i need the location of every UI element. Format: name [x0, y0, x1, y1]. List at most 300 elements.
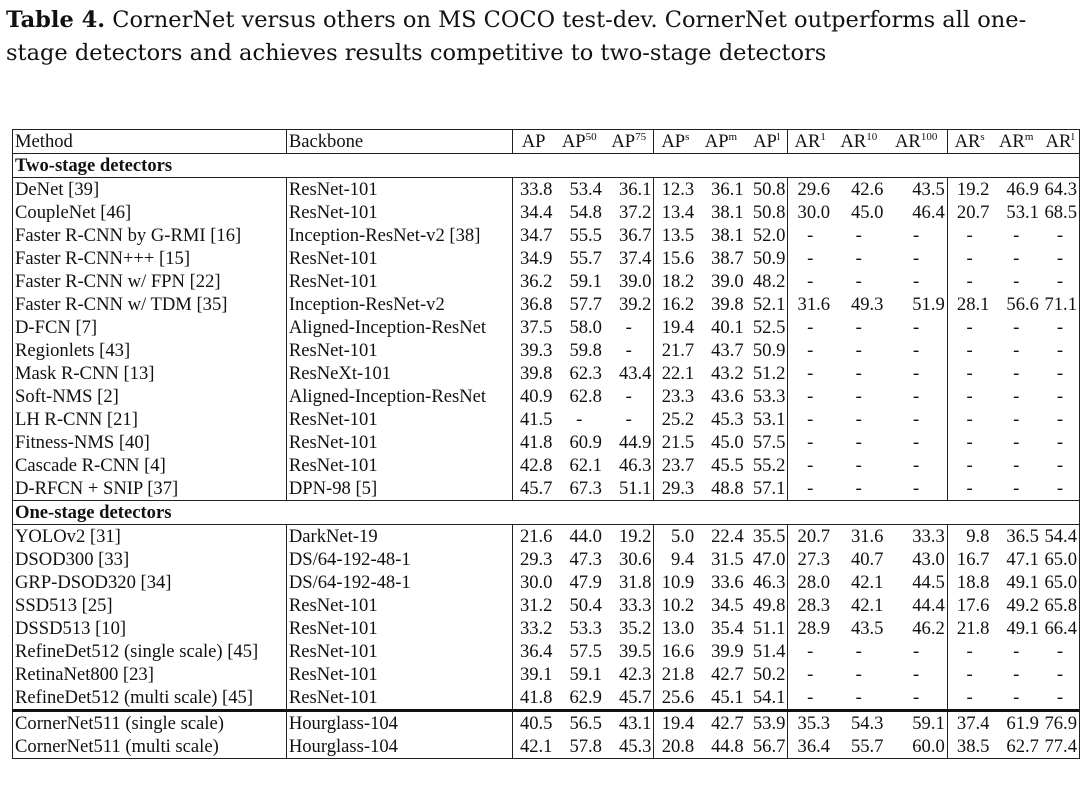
backbone-cell: ResNet-101 [286, 640, 512, 663]
metric-cell: 71.1 [1044, 294, 1077, 315]
metric-cell: 53.3 [569, 618, 602, 639]
metric-cell: 50.8 [752, 202, 786, 223]
metric-cell: 45.3 [711, 409, 744, 430]
metric-cell: 33.8 [512, 178, 554, 202]
metric-cell: 56.6 [1006, 294, 1039, 315]
metric-cell: 49.2 [1006, 595, 1039, 616]
metric-cell: 49.1 [1006, 572, 1039, 593]
metric-cell: 43.2 [711, 363, 744, 384]
metric-cell: - [947, 686, 991, 711]
table-row [13, 640, 1080, 663]
metric-cell: - [1056, 641, 1064, 662]
metric-cell: - [625, 317, 632, 338]
metric-cell: 30.0 [788, 201, 832, 224]
metric-cell: - [1013, 225, 1020, 246]
metric-cell: - [576, 409, 583, 430]
method-cell: DeNet [39] [15, 179, 100, 200]
metric-cell: 36.1 [618, 179, 652, 200]
metric-cell: 9.8 [947, 525, 991, 549]
metric-cell: 39.2 [618, 294, 652, 315]
metric-cell: - [625, 386, 632, 407]
metric-cell: 43.7 [711, 340, 744, 361]
metric-cell: - [855, 363, 862, 384]
metric-cell: - [855, 478, 862, 499]
method-cell: Mask R-CNN [13] [15, 363, 155, 384]
metric-cell: - [1056, 687, 1064, 708]
metric-cell: 16.6 [654, 640, 696, 663]
metric-cell: - [947, 339, 991, 362]
metric-cell: - [913, 687, 920, 708]
metric-cell: 55.7 [850, 736, 884, 757]
metric-cell: 38.1 [711, 225, 744, 246]
metric-cell: - [625, 409, 632, 430]
method-cell: D-RFCN + SNIP [37] [15, 478, 179, 499]
metric-cell: 31.5 [711, 549, 744, 570]
metric-cell: 20.7 [788, 525, 832, 549]
metric-cell: 10.2 [654, 594, 696, 617]
metric-cell: 60.9 [569, 432, 602, 453]
backbone-cell: Inception-ResNet-v2 [38] [286, 224, 512, 247]
metric-cell: 46.9 [1006, 179, 1039, 200]
metric-cell: 45.0 [850, 202, 884, 223]
metric-cell: 77.4 [1044, 736, 1077, 757]
metric-cell: 68.5 [1044, 202, 1077, 223]
metric-cell: 59.1 [912, 713, 945, 734]
metric-cell: - [947, 431, 991, 454]
metric-cell: 53.1 [1006, 202, 1039, 223]
header-apl: $AP^l$ [753, 131, 780, 152]
backbone-cell: ResNet-101 [286, 247, 512, 270]
header-ars: $AR^s$ [947, 130, 991, 154]
metric-cell: - [788, 316, 832, 339]
metric-cell: 62.1 [569, 455, 602, 476]
metric-cell: - [855, 248, 862, 269]
header-method: Method [15, 131, 73, 152]
metric-cell: 57.5 [752, 432, 786, 453]
header-ap75: AP$^{75}$ [611, 131, 647, 152]
backbone-cell: ResNet-101 [286, 431, 512, 454]
metric-cell: 44.9 [618, 432, 652, 453]
table-row [13, 270, 1080, 293]
metric-cell: - [913, 317, 920, 338]
metric-cell: 5.0 [654, 525, 696, 549]
method-cell: YOLOv2 [31] [15, 526, 121, 547]
metric-cell: - [1056, 409, 1064, 430]
metric-cell: - [1013, 664, 1020, 685]
section-row-two-stage [13, 154, 1080, 178]
metric-cell: 50.4 [569, 595, 602, 616]
metric-cell: 13.0 [654, 617, 696, 640]
table-row [13, 339, 1080, 362]
header-apm: $AP^m$ [704, 131, 738, 152]
backbone-cell: ResNet-101 [286, 201, 512, 224]
metric-cell: 25.2 [654, 408, 696, 431]
caption-label: Table 4. [6, 7, 106, 33]
metric-cell: - [913, 248, 920, 269]
metric-cell: 45.3 [618, 736, 652, 757]
metric-cell: 35.2 [618, 618, 652, 639]
metric-cell: - [855, 317, 862, 338]
metric-cell: - [1013, 317, 1020, 338]
metric-cell: - [855, 455, 862, 476]
metric-cell: 39.5 [618, 641, 652, 662]
metric-cell: - [1056, 455, 1064, 476]
metric-cell: 50.9 [752, 340, 786, 361]
header-row [13, 130, 1080, 154]
table-caption [6, 4, 1074, 70]
backbone-cell: ResNeXt-101 [286, 362, 512, 385]
metric-cell: - [913, 641, 920, 662]
metric-cell: 51.2 [752, 363, 786, 384]
metric-cell: - [788, 224, 832, 247]
metric-cell: 28.3 [788, 594, 832, 617]
metric-cell: 57.7 [569, 294, 602, 315]
metric-cell: - [913, 340, 920, 361]
metric-cell: 20.7 [947, 201, 991, 224]
metric-cell: 59.1 [569, 271, 602, 292]
table-row [13, 548, 1080, 571]
method-cell: CoupleNet [46] [15, 202, 132, 223]
method-cell: Faster R-CNN+++ [15] [15, 248, 191, 269]
metric-cell: 34.5 [711, 595, 744, 616]
metric-cell: 51.1 [618, 478, 652, 499]
backbone-cell: DarkNet-19 [286, 525, 512, 549]
method-cell: RetinaNet800 [23] [15, 664, 154, 685]
metric-cell: 61.9 [1006, 713, 1039, 734]
metric-cell: 67.3 [569, 478, 602, 499]
header-ar10: AR$^{10}$ [840, 131, 878, 152]
metric-cell: 34.9 [512, 247, 554, 270]
results-table-wrapper [12, 129, 1080, 759]
metric-cell: 44.8 [711, 736, 744, 757]
metric-cell: - [913, 271, 920, 292]
table-row [13, 594, 1080, 617]
metric-cell: 46.4 [912, 202, 945, 223]
metric-cell: 21.5 [654, 431, 696, 454]
metric-cell: 29.3 [512, 548, 554, 571]
section-title-two-stage: Two-stage detectors [15, 155, 173, 176]
metric-cell: 19.2 [618, 526, 652, 547]
backbone-cell: ResNet-101 [286, 178, 512, 202]
metric-cell: 36.4 [788, 735, 832, 759]
metric-cell: - [913, 386, 920, 407]
table-row [13, 525, 1080, 549]
metric-cell: 47.3 [569, 549, 602, 570]
metric-cell: 54.1 [752, 687, 786, 708]
metric-cell: - [1056, 664, 1064, 685]
metric-cell: 37.5 [512, 316, 554, 339]
metric-cell: - [1013, 386, 1020, 407]
metric-cell: - [947, 640, 991, 663]
metric-cell: 38.5 [947, 735, 991, 759]
metric-cell: - [788, 385, 832, 408]
metric-cell: - [1013, 687, 1020, 708]
one-stage-section [13, 501, 1080, 711]
metric-cell: - [913, 664, 920, 685]
metric-cell: - [1056, 386, 1064, 407]
metric-cell: 49.8 [752, 595, 786, 616]
caption-text: CornerNet versus others on MS COCO test-dev. CornerNet outperforms all one-stage detectors and achieves results competitive to two-stage detectors [6, 7, 1027, 66]
metric-cell: - [855, 641, 862, 662]
metric-cell: 57.1 [752, 478, 786, 499]
metric-cell: - [788, 477, 832, 501]
metric-cell: 47.1 [1006, 549, 1039, 570]
metric-cell: 43.5 [912, 179, 945, 200]
metric-cell: - [788, 247, 832, 270]
table-row [13, 178, 1080, 202]
metric-cell: 44.5 [912, 572, 945, 593]
metric-cell: 12.3 [654, 178, 696, 202]
metric-cell: 38.7 [711, 248, 744, 269]
metric-cell: - [855, 687, 862, 708]
metric-cell: 59.8 [569, 340, 602, 361]
backbone-cell: ResNet-101 [286, 454, 512, 477]
table-row [13, 247, 1080, 270]
metric-cell: - [1013, 363, 1020, 384]
table-row [13, 617, 1080, 640]
table-row [13, 293, 1080, 316]
metric-cell: 16.2 [654, 293, 696, 316]
metric-cell: 35.4 [711, 618, 744, 639]
metric-cell: 37.4 [947, 711, 991, 736]
metric-cell: 59.1 [569, 664, 602, 685]
table-row [13, 571, 1080, 594]
metric-cell: 53.3 [752, 386, 786, 407]
metric-cell: 44.4 [912, 595, 945, 616]
metric-cell: 65.0 [1044, 549, 1077, 570]
metric-cell: - [855, 432, 862, 453]
metric-cell: 47.9 [569, 572, 602, 593]
metric-cell: 18.8 [947, 571, 991, 594]
metric-cell: 49.1 [1006, 618, 1039, 639]
method-cell: SSD513 [25] [15, 595, 113, 616]
metric-cell: 62.8 [569, 386, 602, 407]
metric-cell: 57.8 [569, 736, 602, 757]
metric-cell: 19.2 [947, 178, 991, 202]
metric-cell: 21.7 [654, 339, 696, 362]
metric-cell: 53.1 [752, 409, 786, 430]
metric-cell: - [788, 408, 832, 431]
metric-cell: 46.2 [912, 618, 945, 639]
metric-cell: 51.4 [752, 641, 786, 662]
metric-cell: 50.9 [752, 248, 786, 269]
metric-cell: 45.0 [711, 432, 744, 453]
metric-cell: - [855, 386, 862, 407]
backbone-cell: Aligned-Inception-ResNet [286, 385, 512, 408]
table-row [13, 431, 1080, 454]
metric-cell: 45.7 [512, 477, 554, 501]
metric-cell: 56.5 [569, 713, 602, 734]
table-row [13, 201, 1080, 224]
metric-cell: - [947, 385, 991, 408]
table-row [13, 686, 1080, 711]
metric-cell: - [1013, 432, 1020, 453]
metric-cell: - [1056, 478, 1064, 499]
method-cell: DSOD300 [33] [15, 549, 130, 570]
metric-cell: 42.1 [850, 595, 884, 616]
metric-cell: - [913, 432, 920, 453]
metric-cell: 36.5 [1006, 526, 1039, 547]
metric-cell: - [1013, 271, 1020, 292]
backbone-cell: ResNet-101 [286, 339, 512, 362]
backbone-cell: ResNet-101 [286, 270, 512, 293]
metric-cell: 36.7 [618, 225, 652, 246]
metric-cell: 42.6 [850, 179, 884, 200]
metric-cell: - [625, 340, 632, 361]
metric-cell: 18.2 [654, 270, 696, 293]
metric-cell: - [1013, 340, 1020, 361]
metric-cell: 58.0 [569, 317, 602, 338]
metric-cell: 36.1 [711, 179, 744, 200]
metric-cell: - [855, 664, 862, 685]
metric-cell: 31.2 [512, 594, 554, 617]
metric-cell: 39.8 [512, 362, 554, 385]
metric-cell: 41.8 [512, 431, 554, 454]
metric-cell: 43.6 [711, 386, 744, 407]
method-cell: Regionlets [43] [15, 340, 131, 361]
metric-cell: - [788, 270, 832, 293]
metric-cell: - [947, 247, 991, 270]
method-cell: Soft-NMS [2] [15, 386, 119, 407]
metric-cell: - [1056, 248, 1064, 269]
metric-cell: 39.1 [512, 663, 554, 686]
table-row [13, 663, 1080, 686]
metric-cell: 40.5 [512, 711, 554, 736]
metric-cell: 76.9 [1044, 713, 1077, 734]
backbone-cell: DPN-98 [5] [286, 477, 512, 501]
metric-cell: 53.4 [569, 179, 602, 200]
metric-cell: - [788, 454, 832, 477]
metric-cell: 42.3 [618, 664, 652, 685]
metric-cell: 34.7 [512, 224, 554, 247]
metric-cell: 22.1 [654, 362, 696, 385]
method-cell: CornerNet511 (single scale) [15, 713, 224, 734]
two-stage-section [13, 154, 1080, 501]
metric-cell: 40.7 [850, 549, 884, 570]
metric-cell: 42.8 [512, 454, 554, 477]
metric-cell: - [913, 409, 920, 430]
metric-cell: 42.7 [711, 713, 744, 734]
metric-cell: 45.5 [711, 455, 744, 476]
header-ap: AP [512, 130, 554, 154]
metric-cell: 30.0 [512, 571, 554, 594]
metric-cell: 20.8 [654, 735, 696, 759]
metric-cell: 45.1 [711, 687, 744, 708]
method-cell: LH R-CNN [21] [15, 409, 138, 430]
metric-cell: 19.4 [654, 316, 696, 339]
metric-cell: - [788, 362, 832, 385]
metric-cell: 43.0 [912, 549, 945, 570]
backbone-cell: Hourglass-104 [286, 735, 512, 759]
method-cell: CornerNet511 (multi scale) [15, 736, 219, 757]
metric-cell: - [1013, 455, 1020, 476]
metric-cell: 50.8 [752, 179, 786, 200]
metric-cell: 62.3 [569, 363, 602, 384]
table-row [13, 454, 1080, 477]
metric-cell: 39.8 [711, 294, 744, 315]
table-row [13, 316, 1080, 339]
method-cell: Faster R-CNN w/ TDM [35] [15, 294, 228, 315]
metric-cell: 35.5 [752, 526, 786, 547]
backbone-cell: ResNet-101 [286, 686, 512, 711]
metric-cell: - [788, 431, 832, 454]
metric-cell: 54.8 [569, 202, 602, 223]
method-cell: RefineDet512 (multi scale) [45] [15, 687, 254, 708]
metric-cell: 55.7 [569, 248, 602, 269]
metric-cell: - [855, 409, 862, 430]
header-arl: $AR^l$ [1045, 131, 1075, 152]
method-cell: RefineDet512 (single scale) [45] [15, 641, 259, 662]
metric-cell: - [855, 340, 862, 361]
metric-cell: 21.8 [654, 663, 696, 686]
metric-cell: 53.9 [752, 713, 786, 734]
metric-cell: - [1013, 248, 1020, 269]
method-cell: DSSD513 [10] [15, 618, 127, 639]
table-row [13, 477, 1080, 501]
metric-cell: 51.1 [752, 618, 786, 639]
metric-cell: 43.1 [618, 713, 652, 734]
backbone-cell: Inception-ResNet-v2 [286, 293, 512, 316]
backbone-cell: ResNet-101 [286, 663, 512, 686]
metric-cell: 29.3 [654, 477, 696, 501]
metric-cell: 41.5 [512, 408, 554, 431]
metric-cell: 42.1 [850, 572, 884, 593]
section-row-one-stage [13, 501, 1080, 525]
metric-cell: 41.8 [512, 686, 554, 711]
backbone-cell: Aligned-Inception-ResNet [286, 316, 512, 339]
header-backbone: Backbone [286, 130, 512, 154]
method-cell: Cascade R-CNN [4] [15, 455, 166, 476]
metric-cell: 13.5 [654, 224, 696, 247]
metric-cell: 57.5 [569, 641, 602, 662]
metric-cell: - [788, 640, 832, 663]
metric-cell: - [1056, 363, 1064, 384]
metric-cell: 47.0 [752, 549, 786, 570]
metric-cell: 21.8 [947, 617, 991, 640]
metric-cell: 31.8 [618, 572, 652, 593]
header-ar100: AR$^{100}$ [894, 131, 938, 152]
metric-cell: 30.6 [618, 549, 652, 570]
backbone-cell: ResNet-101 [286, 617, 512, 640]
metric-cell: 56.7 [752, 736, 786, 757]
metric-cell: 49.3 [850, 294, 884, 315]
metric-cell: 39.0 [618, 271, 652, 292]
metric-cell: 37.2 [618, 202, 652, 223]
metric-cell: 36.2 [512, 270, 554, 293]
metric-cell: 65.8 [1044, 595, 1077, 616]
metric-cell: 54.4 [1044, 526, 1077, 547]
metric-cell: 31.6 [850, 526, 884, 547]
metric-cell: 40.1 [711, 317, 744, 338]
metric-cell: 34.4 [512, 201, 554, 224]
metric-cell: - [1056, 317, 1064, 338]
method-cell: Faster R-CNN w/ FPN [22] [15, 271, 221, 292]
metric-cell: 43.5 [850, 618, 884, 639]
metric-cell: - [1056, 225, 1064, 246]
metric-cell: 22.4 [711, 526, 744, 547]
metric-cell: 13.4 [654, 201, 696, 224]
metric-cell: - [913, 225, 920, 246]
metric-cell: - [947, 316, 991, 339]
table-row [13, 385, 1080, 408]
header-arm: $AR^m$ [999, 131, 1034, 152]
metric-cell: 28.9 [788, 617, 832, 640]
metric-cell: 54.3 [850, 713, 884, 734]
metric-cell: - [913, 455, 920, 476]
metric-cell: - [947, 663, 991, 686]
metric-cell: - [788, 686, 832, 711]
metric-cell: 33.6 [711, 572, 744, 593]
